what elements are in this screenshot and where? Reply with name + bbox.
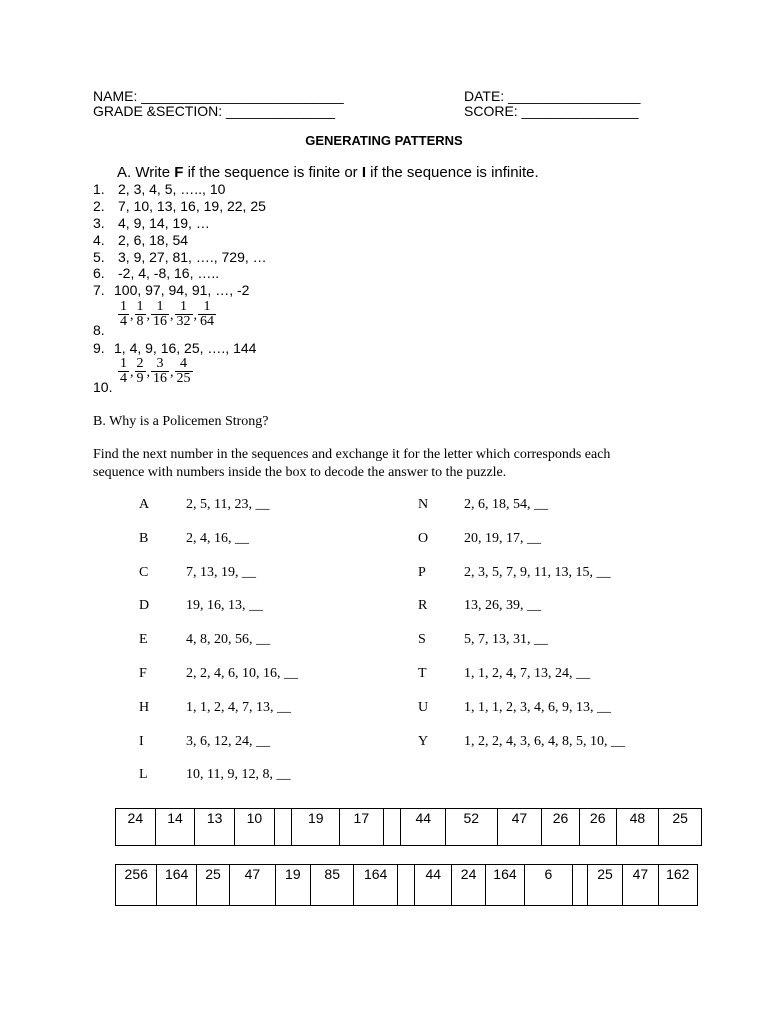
cipher-letter: S bbox=[418, 632, 426, 647]
cipher-sequence: 19, 16, 13, __ bbox=[186, 598, 263, 613]
decode-cell[interactable]: 44 bbox=[401, 809, 446, 846]
decode-box-row-2 bbox=[115, 864, 698, 906]
cipher-sequence: 2, 2, 4, 6, 10, 16, __ bbox=[186, 666, 298, 681]
decode-cell[interactable] bbox=[397, 865, 414, 906]
cipher-letter: L bbox=[139, 767, 148, 782]
part-b-title: B. Why is a Policemen Strong? bbox=[93, 414, 269, 429]
part-b-instruction-line2: sequence with numbers inside the box to decode the answer to the puzzle. bbox=[93, 465, 507, 480]
cipher-letter: E bbox=[139, 632, 148, 647]
date-field-label: DATE: _________________ bbox=[464, 88, 641, 104]
cipher-sequence: 1, 1, 2, 4, 7, 13, __ bbox=[186, 700, 291, 715]
cipher-sequence: 1, 2, 2, 4, 3, 6, 4, 8, 5, 10, __ bbox=[464, 734, 625, 749]
decode-cell[interactable]: 164 bbox=[354, 865, 397, 906]
cipher-letter: P bbox=[418, 565, 426, 580]
decode-cell[interactable] bbox=[572, 865, 587, 906]
fraction: 1 8 bbox=[136, 299, 144, 329]
cipher-letter: A bbox=[139, 497, 150, 512]
cipher-sequence: 2, 4, 16, __ bbox=[186, 531, 249, 546]
list-item: 1. 2, 3, 4, 5, ….., 10 bbox=[93, 181, 226, 197]
cipher-sequence: 20, 19, 17, __ bbox=[464, 531, 541, 546]
cipher-sequence: 3, 6, 12, 24, __ bbox=[186, 734, 270, 749]
decode-cell[interactable]: 164 bbox=[157, 865, 196, 906]
cipher-sequence: 2, 6, 18, 54, __ bbox=[464, 497, 548, 512]
part-b-instruction-line1: Find the next number in the sequences and exchange it for the letter which corresponds each bbox=[93, 447, 611, 462]
decode-cell[interactable]: 19 bbox=[292, 809, 340, 846]
list-item: 2. 7, 10, 13, 16, 19, 22, 25 bbox=[93, 198, 266, 214]
cipher-letter: I bbox=[139, 734, 144, 749]
decode-cell[interactable]: 24 bbox=[116, 809, 156, 846]
list-item: 4. 2, 6, 18, 54 bbox=[93, 232, 189, 248]
decode-cell[interactable]: 164 bbox=[485, 865, 524, 906]
fraction-sequence: 1 4 , 2 9 , 3 16 , 4 25 bbox=[120, 356, 191, 386]
cipher-sequence: 2, 5, 11, 23, __ bbox=[186, 497, 270, 512]
decode-cell[interactable]: 25 bbox=[196, 865, 229, 906]
decode-cell[interactable] bbox=[274, 809, 292, 846]
decode-cell[interactable]: 26 bbox=[579, 809, 616, 846]
decode-cell[interactable]: 6 bbox=[525, 865, 572, 906]
cipher-letter: F bbox=[139, 666, 147, 681]
decode-cell[interactable]: 162 bbox=[658, 865, 697, 906]
decode-cell[interactable]: 17 bbox=[340, 809, 384, 846]
decode-cell[interactable]: 25 bbox=[587, 865, 622, 906]
decode-cell[interactable]: 13 bbox=[195, 809, 235, 846]
cipher-letter: D bbox=[139, 598, 150, 613]
cipher-sequence: 1, 1, 1, 2, 3, 4, 6, 9, 13, __ bbox=[464, 700, 611, 715]
cipher-letter: O bbox=[418, 531, 429, 546]
cipher-letter: N bbox=[418, 497, 429, 512]
cipher-letter: H bbox=[139, 700, 150, 715]
fraction: 1 4 bbox=[120, 356, 127, 386]
decode-cell[interactable]: 14 bbox=[155, 809, 195, 846]
decode-cell[interactable]: 44 bbox=[415, 865, 452, 906]
decode-cell[interactable] bbox=[383, 809, 401, 846]
decode-cell[interactable]: 19 bbox=[275, 865, 310, 906]
decode-box-row-1 bbox=[115, 808, 702, 846]
grade-section-field-label: GRADE &SECTION: ______________ bbox=[93, 103, 336, 119]
cipher-sequence: 4, 8, 20, 56, __ bbox=[186, 632, 270, 647]
cipher-letter: U bbox=[418, 700, 429, 715]
cipher-sequence: 10, 11, 9, 12, 8, __ bbox=[186, 767, 291, 782]
cipher-sequence: 2, 3, 5, 7, 9, 11, 13, 15, __ bbox=[464, 565, 611, 580]
cipher-sequence: 13, 26, 39, __ bbox=[464, 598, 541, 613]
name-field-label: NAME: __________________________ bbox=[93, 88, 344, 104]
list-item-number: 10. bbox=[93, 379, 113, 395]
list-item: 6. -2, 4, -8, 16, ….. bbox=[93, 265, 220, 281]
list-item: 7. 100, 97, 94, 91, …, -2 bbox=[93, 282, 250, 298]
decode-cell[interactable]: 25 bbox=[659, 809, 702, 846]
decode-cell[interactable]: 10 bbox=[235, 809, 275, 846]
score-field-label: SCORE: _______________ bbox=[464, 103, 639, 119]
fraction: 1 4 bbox=[120, 299, 127, 329]
cipher-letter: C bbox=[139, 565, 149, 580]
fraction: 1 32 bbox=[176, 299, 191, 329]
fraction-sequence: 1 4 , 1 8 , 1 16 , 1 32 , 1 64 bbox=[120, 299, 214, 329]
decode-cell[interactable]: 26 bbox=[542, 809, 580, 846]
decode-cell[interactable]: 24 bbox=[452, 865, 485, 906]
cipher-sequence: 5, 7, 13, 31, __ bbox=[464, 632, 548, 647]
cipher-sequence: 1, 1, 2, 4, 7, 13, 24, __ bbox=[464, 666, 590, 681]
part-a-instruction: A. Write F if the sequence is finite or I if the sequence is infinite. bbox=[117, 164, 539, 181]
decode-cell[interactable]: 256 bbox=[116, 865, 157, 906]
cipher-letter: B bbox=[139, 531, 149, 546]
cipher-letter: R bbox=[418, 598, 428, 613]
fraction: 1 64 bbox=[200, 299, 214, 329]
cipher-sequence: 7, 13, 19, __ bbox=[186, 565, 256, 580]
cipher-letter: T bbox=[418, 666, 427, 681]
decode-cell[interactable]: 48 bbox=[616, 809, 659, 846]
decode-cell[interactable]: 85 bbox=[311, 865, 354, 906]
list-item: 5. 3, 9, 27, 81, …., 729, … bbox=[93, 249, 267, 265]
list-item-number: 8. bbox=[93, 322, 105, 338]
decode-cell[interactable]: 47 bbox=[230, 865, 275, 906]
fraction: 1 16 bbox=[153, 299, 167, 329]
list-item: 9. 1, 4, 9, 16, 25, …., 144 bbox=[93, 340, 257, 356]
decode-cell[interactable]: 47 bbox=[497, 809, 542, 846]
fraction: 3 16 bbox=[153, 356, 167, 386]
page-title: GENERATING PATTERNS bbox=[305, 133, 463, 148]
fraction: 4 25 bbox=[176, 356, 191, 386]
decode-cell[interactable]: 52 bbox=[446, 809, 498, 846]
decode-cell[interactable]: 47 bbox=[623, 865, 658, 906]
cipher-letter: Y bbox=[418, 734, 429, 749]
list-item: 3. 4, 9, 14, 19, … bbox=[93, 215, 210, 231]
fraction: 2 9 bbox=[136, 356, 144, 386]
